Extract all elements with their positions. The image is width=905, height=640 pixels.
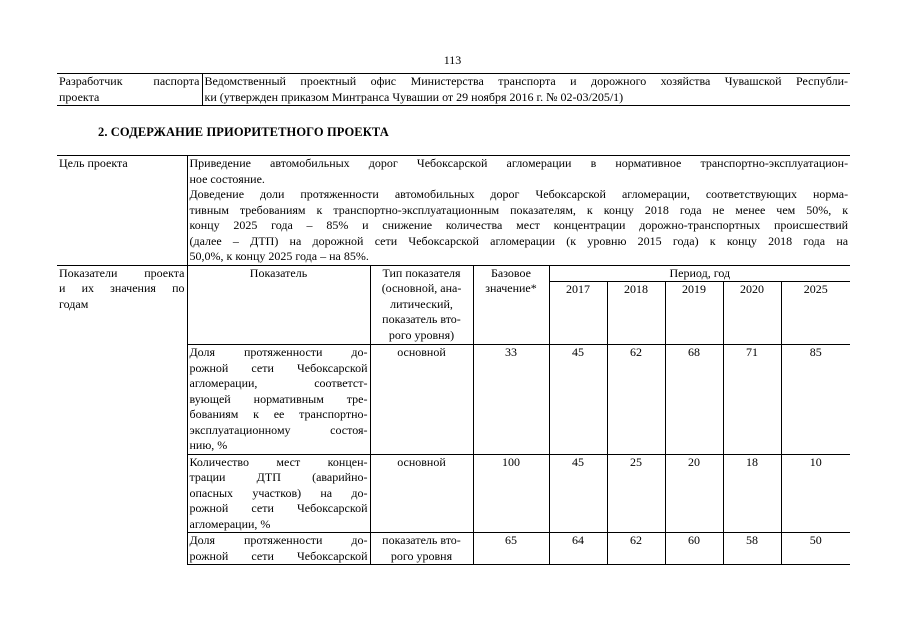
passport-developer-row [57, 74, 850, 106]
indicator-name [187, 454, 370, 533]
developer-value-line: Ведомственный проектный офис Министерства транспорта и дорожного хозяйства Чувашской Республи- [204, 74, 848, 88]
developer-value [202, 74, 850, 106]
indicator-name-line: нию, % [189, 438, 228, 452]
goal-line: концу 2025 года – 85% и снижение количества мест концентрации дорожно-транспортных происшествий [189, 218, 849, 232]
indicator-value: 60 [665, 533, 723, 565]
indicator-name-line: рожной сети Чебоксарской [189, 360, 368, 375]
developer-label-line: Разработчик паспорта [59, 74, 200, 88]
indicator-value: 68 [665, 345, 723, 455]
indicator-name-line: Доля протяженности до- [189, 533, 368, 547]
col-header-type-line: Тип показателя [382, 265, 461, 280]
col-header-indicator: Показатель [187, 265, 370, 345]
indicator-value: 45 [549, 345, 607, 455]
col-header-period: Период, год [549, 265, 850, 282]
goal-label: Цель проекта [57, 156, 187, 266]
indicator-name-line: агломерации, % [189, 516, 271, 531]
indicator-type-line: показатель вто- [382, 533, 461, 547]
indicators-label-line: и их значения по [59, 281, 185, 295]
indicator-name-line: эксплуатационному состоя- [189, 422, 368, 437]
indicator-base: 100 [473, 454, 549, 533]
indicator-value: 62 [607, 345, 665, 455]
year-header: 2025 [781, 282, 850, 345]
indicator-name-line: Доля протяженности до- [189, 345, 368, 359]
goal-text [187, 156, 850, 266]
indicator-value: 50 [781, 533, 850, 565]
indicator-name [187, 533, 370, 565]
goal-line: ное состояние. [189, 171, 265, 186]
indicator-value: 71 [723, 345, 781, 455]
indicator-base: 65 [473, 533, 549, 565]
goal-line: Приведение автомобильных дорог Чебоксарской агломерации в нормативное транспортно-эксплуатацион- [189, 156, 849, 170]
indicator-name-line: опасных участков) на до- [189, 485, 368, 500]
indicator-value: 64 [549, 533, 607, 565]
col-header-base [473, 265, 549, 345]
indicator-name-line: бованиям к ее транспортно- [189, 407, 368, 421]
indicator-name-line: агломерации, соответст- [189, 376, 368, 390]
indicators-label-line: годам [59, 296, 89, 311]
col-header-base-line: Базовое [491, 265, 531, 280]
developer-label-line: проекта [59, 89, 100, 104]
indicator-name-line: рожной сети Чебоксарской [189, 501, 368, 515]
indicator-value: 18 [723, 454, 781, 533]
goal-row [57, 156, 850, 266]
indicator-type [370, 533, 473, 565]
goal-line: тивным требованиям к транспортно-эксплуатационным показателям, к концу 2018 года не менее чем 50%, к [189, 202, 849, 217]
col-header-type [370, 265, 473, 345]
col-header-type-line: рого уровня) [388, 327, 455, 342]
project-content-table [57, 155, 850, 565]
indicators-label [57, 265, 187, 565]
indicator-value: 20 [665, 454, 723, 533]
year-header: 2017 [549, 282, 607, 345]
col-header-type-line: (основной, ана- [381, 281, 462, 295]
indicator-type-line: рого уровня [390, 548, 453, 563]
year-header: 2018 [607, 282, 665, 345]
indicator-value: 45 [549, 454, 607, 533]
indicator-value: 25 [607, 454, 665, 533]
goal-line: Доведение доли протяженности автомобильных дорог Чебоксарской агломерации, соответствующих норма- [189, 187, 849, 201]
indicator-type: основной [370, 345, 473, 455]
indicator-value: 10 [781, 454, 850, 533]
col-header-type-line: литический, [390, 296, 453, 311]
indicator-name [187, 345, 370, 455]
developer-value-line: ки (утвержден приказом Минтранса Чувашии от 29 ноября 2016 г. № 02-03/205/1) [204, 89, 624, 104]
col-header-type-line: показатель вто- [382, 312, 461, 326]
indicator-value: 62 [607, 533, 665, 565]
indicator-type: основной [370, 454, 473, 533]
indicators-header-row [57, 265, 850, 282]
goal-line: (далее – ДТП) на дорожной сети Чебоксарской агломерации (к уровню 2015 года) к концу 2018 года на [189, 233, 849, 248]
passport-developer-table [57, 73, 850, 106]
indicator-name-line: трации ДТП (аварийно- [189, 470, 368, 484]
developer-label [57, 74, 202, 106]
goal-line: 50,0%, к концу 2025 года – на 85%. [189, 249, 369, 263]
indicator-value: 85 [781, 345, 850, 455]
year-header: 2020 [723, 282, 781, 345]
indicator-name-line: вующей нормативным тре- [189, 391, 368, 406]
indicators-label-line: Показатели проекта [59, 265, 185, 280]
indicator-base: 33 [473, 345, 549, 455]
year-header: 2019 [665, 282, 723, 345]
indicator-name-line: Количество мест концен- [189, 454, 368, 469]
col-header-base-line: значение* [485, 281, 537, 295]
indicator-name-line: рожной сети Чебоксарской [189, 548, 368, 563]
section-heading: 2. СОДЕРЖАНИЕ ПРИОРИТЕТНОГО ПРОЕКТА [98, 125, 389, 139]
indicator-value: 58 [723, 533, 781, 565]
page-number: 113 [443, 53, 462, 67]
